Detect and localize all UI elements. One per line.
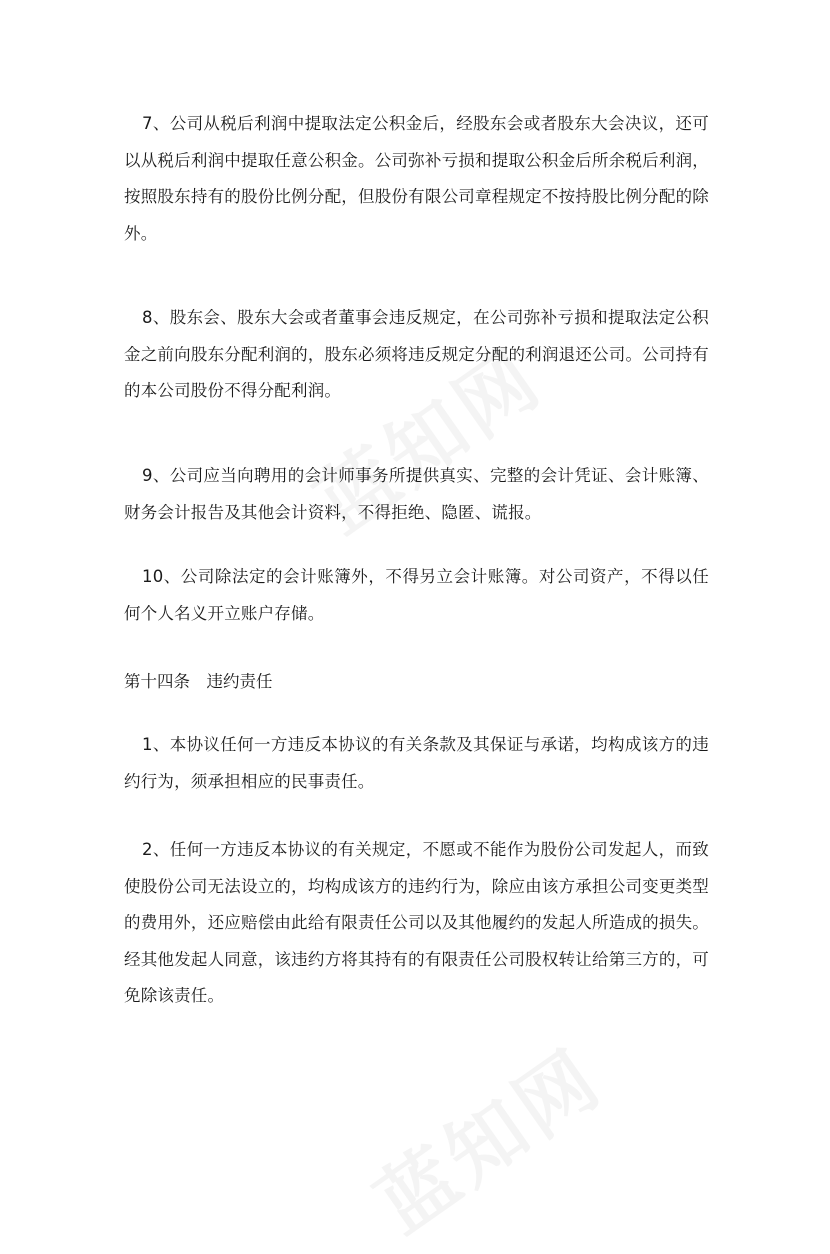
paragraph-9-text: 9、公司应当向聘用的会计师事务所提供真实、完整的会计凭证、会计账簿、财务会计报告及其他会计资料，不得拒绝、隐匿、谎报。 (124, 466, 709, 522)
paragraph-7-text: 7、公司从税后利润中提取法定公积金后，经股东会或者股东大会决议，还可以从税后利润中提取任意公积金。公司弥补亏损和提取公积金后所余税后利润，按照股东持有的股份比例分配，但股份有限公司章程规定不按持股比例分配的除外。 (124, 114, 709, 243)
article-14-clause-1 (124, 727, 709, 800)
watermark-lower (351, 1018, 622, 1254)
paragraph-9 (124, 458, 709, 531)
paragraph-8 (124, 300, 709, 410)
paragraph-7 (124, 106, 709, 252)
paragraph-8-text: 8、股东会、股东大会或者董事会违反规定，在公司弥补亏损和提取法定公积金之前向股东分配利润的，股东必须将违反规定分配的利润退还公司。公司持有的本公司股份不得分配利润。 (124, 308, 709, 400)
paragraph-10-text: 10、公司除法定的会计账簿外，不得另立会计账簿。对公司资产，不得以任何个人名义开立账户存储。 (124, 567, 709, 623)
article-14-heading: 第十四条 违约责任 (124, 672, 273, 691)
article-14-clause-2-text: 2、任何一方违反本协议的有关规定，不愿或不能作为股份公司发起人，而致使股份公司无法设立的，均构成该方的违约行为，除应由该方承担公司变更类型的费用外，还应赔偿由此给有限责任公司以及其他履约的发起人所造成的损失。经其他发起人同意，该违约方将其持有的有限责任公司股权转让给第三方的，可免除该责任。 (124, 840, 709, 1005)
article-14-clause-1-text: 1、本协议任何一方违反本协议的有关条款及其保证与承诺，均构成该方的违约行为，须承担相应的民事责任。 (124, 735, 709, 791)
article-14-clause-2 (124, 832, 709, 1015)
paragraph-10 (124, 559, 709, 632)
